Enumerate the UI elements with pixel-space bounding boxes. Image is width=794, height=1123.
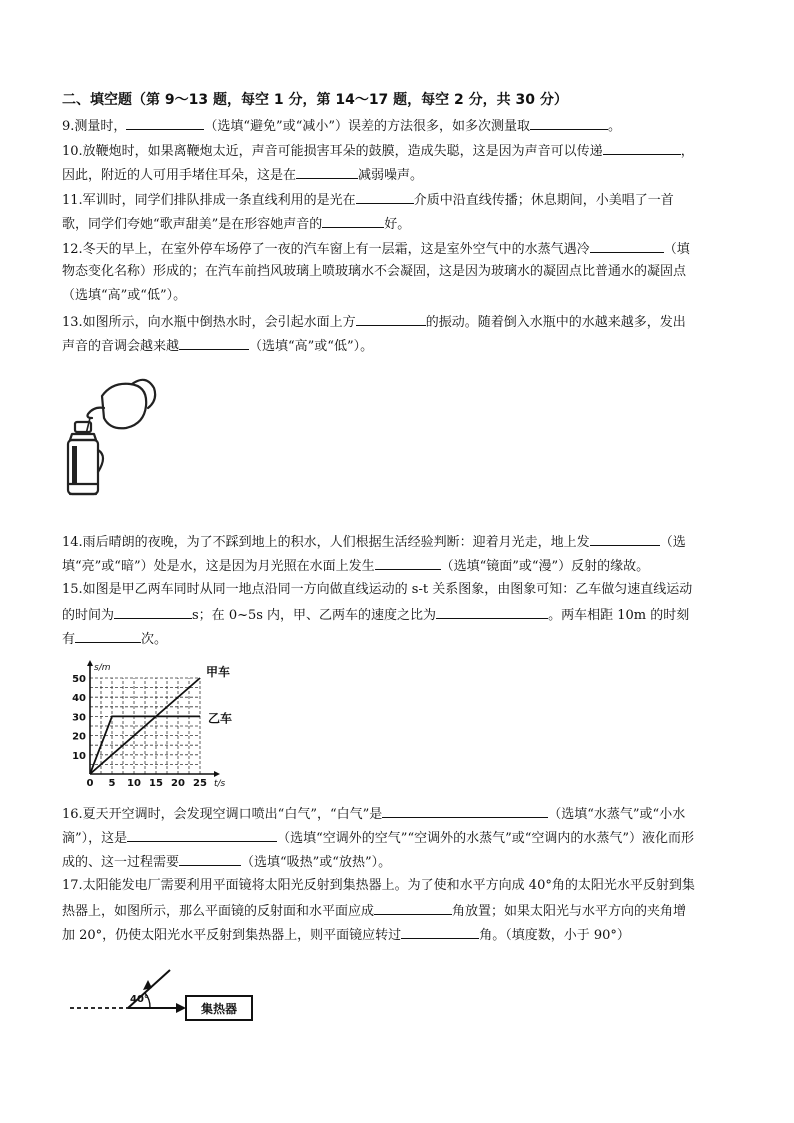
x-tick-label: 5 — [108, 778, 116, 788]
y-tick-label: 40 — [72, 693, 86, 705]
question-13-line-2 — [62, 337, 373, 355]
y-tick-label: 30 — [72, 712, 86, 724]
q15-text: 有 — [62, 632, 76, 647]
y-axis-arrow — [87, 660, 93, 666]
q14-text: （选 — [659, 535, 686, 550]
reflected-arrowhead — [176, 1003, 186, 1013]
y-axis-label: s/m — [94, 663, 111, 673]
q9-text-a: 9.测量时， — [62, 119, 127, 134]
q9-text-c: 。 — [608, 119, 622, 134]
q10-text: 减弱噪声。 — [358, 168, 424, 183]
thermos-shading — [72, 446, 77, 484]
q11-text: 11.军训时，同学们排队排成一条直线利用的是光在 — [62, 193, 356, 208]
x-axis-arrow — [214, 771, 220, 777]
y-tick-label: 10 — [72, 750, 86, 762]
answer-blank[interactable] — [127, 829, 277, 842]
st-chart — [60, 656, 260, 788]
q16-text: （选填“吸热”或“放热”）。 — [241, 855, 392, 870]
answer-blank[interactable] — [590, 533, 660, 546]
q11-text: 介质中沿直线传播；休息期间，小美唱了一首 — [413, 193, 674, 208]
q15-text: 。两车相距 10m 的时刻 — [548, 608, 690, 623]
question-12-line-3 — [62, 288, 186, 304]
q17-text: 角。（填度数，小于 90°） — [479, 928, 630, 943]
q15-text: 15.如图是甲乙两车同时从同一地点沿同一方向做直线运动的 s-t 关系图象，由图象可知：乙车做匀速直线运动 — [62, 582, 693, 597]
angle-label: 40° — [130, 994, 149, 1005]
x-tick-label: 25 — [193, 778, 207, 788]
q17-text: 热器上，如图所示，那么平面镜的反射面和水平面应成 — [62, 904, 375, 919]
q16-text: （选填“空调外的空气”“空调外的水蒸气”或“空调内的水蒸气”）液化而形 — [277, 831, 695, 846]
q14-text: （选填“镜面”或“漫”）反射的缘故。 — [440, 559, 650, 574]
answer-blank[interactable] — [382, 805, 548, 818]
q17-text: 角放置；如果太阳光与水平方向的夹角增 — [452, 904, 687, 919]
question-11-line-2 — [62, 215, 410, 233]
answer-blank[interactable] — [603, 142, 681, 155]
q12-text: 12.冬天的早上，在室外停车场停了一夜的汽车窗上有一层霜，这是室外空气中的水蒸气遇冷 — [62, 242, 590, 257]
question-12-line-1 — [62, 240, 690, 258]
q14-text: 14.雨后晴朗的夜晚，为了不踩到地上的积水，人们根据生活经验判断：迎着月光走，地上发 — [62, 535, 590, 550]
question-14-line-2 — [62, 557, 649, 575]
q12-text: （填 — [663, 242, 690, 257]
question-15-line-3 — [62, 630, 167, 648]
q9-text-b: （选填“避免”或“减小”）误差的方法很多，如多次测量取 — [204, 119, 530, 134]
x-tick-label: 0 — [86, 778, 94, 788]
question-9 — [62, 117, 621, 135]
q13-text: 13.如图所示，向水瓶中倒热水时，会引起水面上方 — [62, 315, 356, 330]
question-16-line-1 — [62, 805, 685, 823]
q10-text: ， — [680, 144, 694, 159]
kettle-spout — [88, 408, 105, 418]
answer-blank[interactable] — [114, 606, 192, 619]
question-14-line-1 — [62, 533, 686, 551]
answer-blank[interactable] — [126, 117, 204, 130]
question-17-line-1 — [62, 878, 695, 894]
question-17-line-2 — [62, 902, 686, 920]
question-15-line-1 — [62, 582, 692, 598]
q16-text: 滴”），这是 — [62, 831, 128, 846]
question-11-line-1 — [62, 191, 674, 209]
q17-text: 17.太阳能发电厂需要利用平面镜将太阳光反射到集热器上。为了使和水平方向成 40°角的太阳光水平反射到集 — [62, 878, 695, 893]
answer-blank[interactable] — [374, 902, 452, 915]
answer-blank[interactable] — [530, 117, 608, 130]
series-label: 乙车 — [208, 711, 233, 726]
q13-text: 声音的音调会越来越 — [62, 339, 180, 354]
solar-reflection-figure — [64, 962, 264, 1028]
question-17-line-3 — [62, 926, 630, 944]
answer-blank[interactable] — [179, 853, 241, 866]
q16-text: （选填“水蒸气”或“小水 — [548, 807, 686, 822]
q16-text: 成的、这一过程需要 — [62, 855, 180, 870]
question-16-line-2 — [62, 829, 694, 847]
series-label: 甲车 — [206, 665, 231, 679]
q12-text: 物态变化名称）形成的；在汽车前挡风玻璃上喷玻璃水不会凝固，这是因为玻璃水的凝固点比普通水的凝固点 — [62, 264, 687, 279]
answer-blank[interactable] — [322, 215, 384, 228]
kettle-body — [102, 384, 146, 429]
x-tick-label: 10 — [127, 778, 141, 788]
answer-blank[interactable] — [590, 240, 664, 253]
answer-blank[interactable] — [296, 166, 358, 179]
question-13-line-1 — [62, 313, 686, 331]
answer-blank[interactable] — [356, 191, 414, 204]
q13-text: 的振动。随着倒入水瓶中的水越来越多，发出 — [425, 315, 686, 330]
q10-text: 因此，附近的人可用手堵住耳朵，这是在 — [62, 168, 297, 183]
q13-text: （选填“高”或“低”）。 — [249, 339, 374, 354]
q15-text: 的时间为 — [62, 608, 115, 623]
answer-blank[interactable] — [375, 557, 441, 570]
question-15-line-2 — [62, 606, 689, 624]
q17-text: 加 20°，仍使太阳光水平反射到集热器上，则平面镜应转过 — [62, 928, 402, 943]
q10-text: 10.放鞭炮时，如果离鞭炮太近，声音可能损害耳朵的鼓膜，造成失聪，这是因为声音可以传递 — [62, 144, 603, 159]
x-tick-label: 20 — [171, 778, 185, 788]
question-10-line-1 — [62, 142, 694, 160]
answer-blank[interactable] — [436, 606, 548, 619]
question-12-line-2 — [62, 264, 686, 280]
section-heading: 二、填空题（第 9～13 题，每空 1 分，第 14～17 题，每空 2 分，共 30 分） — [62, 92, 568, 108]
x-axis-label: t/s — [214, 779, 226, 788]
q15-text: s；在 0~5s 内，甲、乙两车的速度之比为 — [192, 608, 437, 623]
y-tick-label: 50 — [72, 674, 86, 685]
answer-blank[interactable] — [356, 313, 426, 326]
x-tick-label: 15 — [149, 778, 163, 788]
q15-text: 次。 — [141, 632, 168, 647]
q12-text: （选填“高”或“低”）。 — [62, 288, 187, 303]
question-16-line-3 — [62, 853, 391, 871]
collector-label: 集热器 — [200, 1002, 238, 1016]
q11-text: 歌，同学们夸她“歌声甜美”是在形容她声音的 — [62, 217, 323, 232]
answer-blank[interactable] — [401, 926, 479, 939]
y-tick-label: 20 — [72, 731, 86, 743]
q14-text: 填“亮”或“暗”）处是水，这是因为月光照在水面上发生 — [62, 559, 375, 574]
answer-blank[interactable] — [75, 630, 141, 643]
answer-blank[interactable] — [179, 337, 249, 350]
question-10-line-2 — [62, 166, 423, 184]
q11-text: 好。 — [384, 217, 411, 232]
kettle-thermos-figure — [62, 376, 162, 504]
q16-text: 16.夏天开空调时，会发现空调口喷出“白气”，“白气”是 — [62, 807, 383, 822]
